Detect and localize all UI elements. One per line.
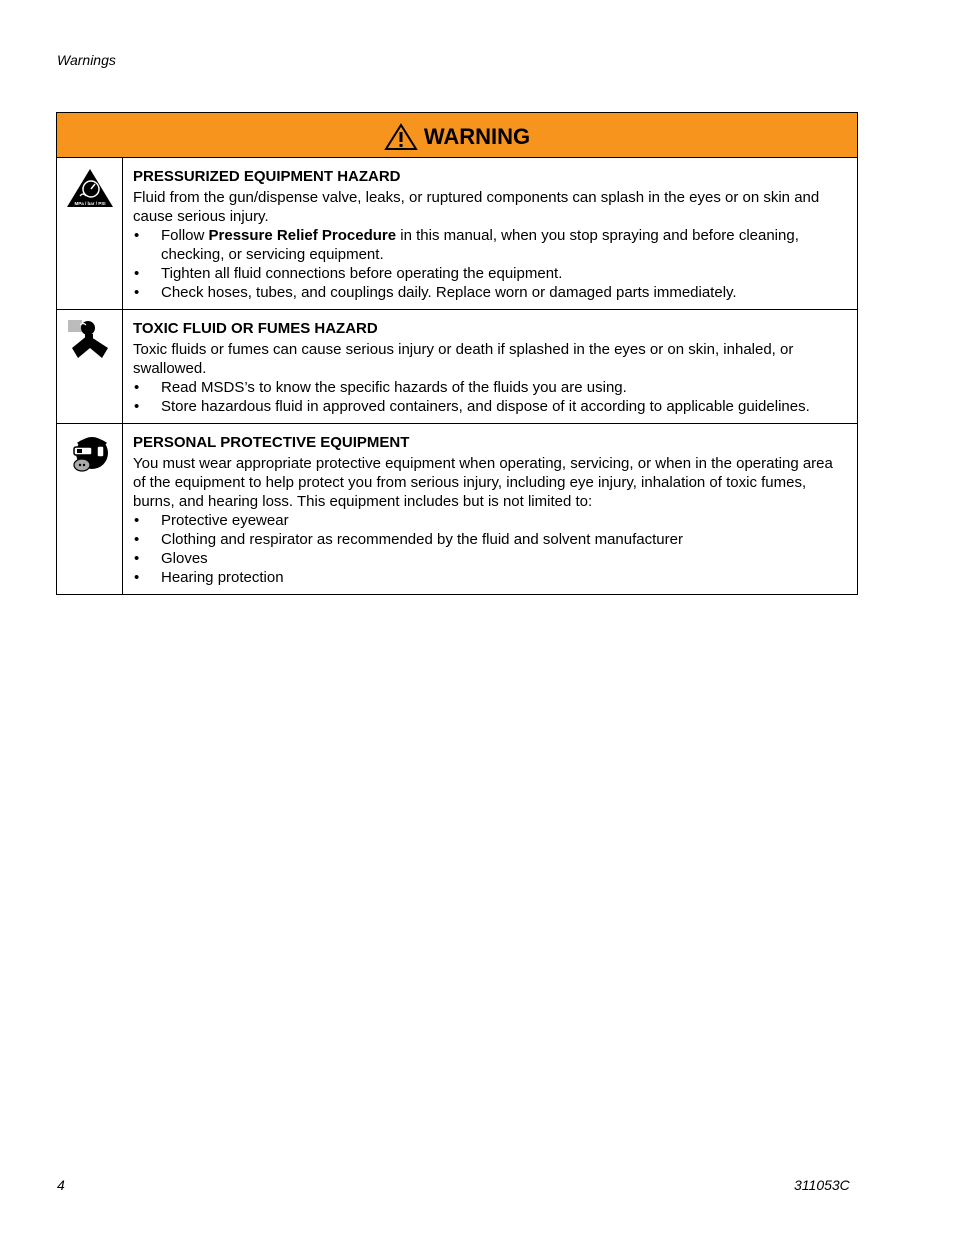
- list-item: • Check hoses, tubes, and couplings daily. Replace worn or damaged parts immediately.: [133, 283, 847, 302]
- running-head: Warnings: [57, 52, 116, 68]
- hazard-title: PERSONAL PROTECTIVE EQUIPMENT: [133, 434, 410, 451]
- warning-triangle-icon: [384, 123, 418, 151]
- hazard-row-ppe: [57, 423, 857, 594]
- hazard-bullets: [133, 226, 847, 302]
- warning-header-label: WARNING: [423, 124, 531, 149]
- hazard-description: You must wear appropriate protective equipment when operating, servicing, or when in the operating area of the equipment to help protect you from serious injury, including eye injury, inhalation of toxic fumes, burns, and hearing loss. This equipment includes but is not limited to:: [133, 455, 833, 510]
- hazard-row-toxic: [57, 309, 857, 423]
- list-item: • Hearing protection: [133, 568, 847, 587]
- toxic-fumes-icon: [68, 320, 112, 360]
- hazard-icon-cell: [57, 158, 123, 309]
- hazard-row-pressurized: [57, 158, 857, 309]
- hazard-text-cell: [123, 310, 857, 423]
- warning-header: [57, 113, 857, 158]
- hazard-description: Toxic fluids or fumes can cause serious injury or death if splashed in the eyes or on skin, inhaled, or swallowed.: [133, 341, 794, 377]
- document-number: 311053C: [794, 1177, 850, 1193]
- list-item: [133, 226, 847, 264]
- hazard-title: TOXIC FLUID OR FUMES HAZARD: [133, 320, 378, 337]
- list-item: • Gloves: [133, 549, 847, 568]
- hazard-title: PRESSURIZED EQUIPMENT HAZARD: [133, 168, 401, 185]
- protective-equipment-icon: [70, 434, 110, 476]
- hazard-bullets: [133, 378, 847, 416]
- page-number: 4: [57, 1177, 65, 1193]
- pressure-relief-procedure-ref: Pressure Relief Procedure: [208, 227, 397, 244]
- warning-table: [56, 112, 858, 595]
- list-item: • Read MSDS’s to know the specific hazards of the fluids you are using.: [133, 378, 847, 397]
- list-item: • Store hazardous fluid in approved containers, and dispose of it according to applicable guidelines.: [133, 397, 847, 416]
- list-item: • Clothing and respirator as recommended by the fluid and solvent manufacturer: [133, 530, 847, 549]
- hazard-bullets: [133, 511, 847, 587]
- hazard-icon-cell: [57, 310, 123, 423]
- list-item: • Tighten all fluid connections before operating the equipment.: [133, 264, 847, 283]
- bullet-text: Follow: [161, 227, 209, 244]
- list-item: • Protective eyewear: [133, 511, 847, 530]
- bullet-text: in this manual, when you stop spraying and before cleaning, checking, or servicing equipment.: [161, 227, 799, 263]
- hazard-text-cell: [123, 158, 857, 309]
- hazard-icon-cell: [57, 424, 123, 594]
- hazard-description: Fluid from the gun/dispense valve, leaks, or ruptured components can splash in the eyes or on skin and cause serious injury.: [133, 189, 820, 225]
- pressurized-equipment-icon: [66, 168, 114, 208]
- hazard-text-cell: [123, 424, 857, 594]
- pressure-units-label: MPa / bar / PSI: [73, 201, 106, 206]
